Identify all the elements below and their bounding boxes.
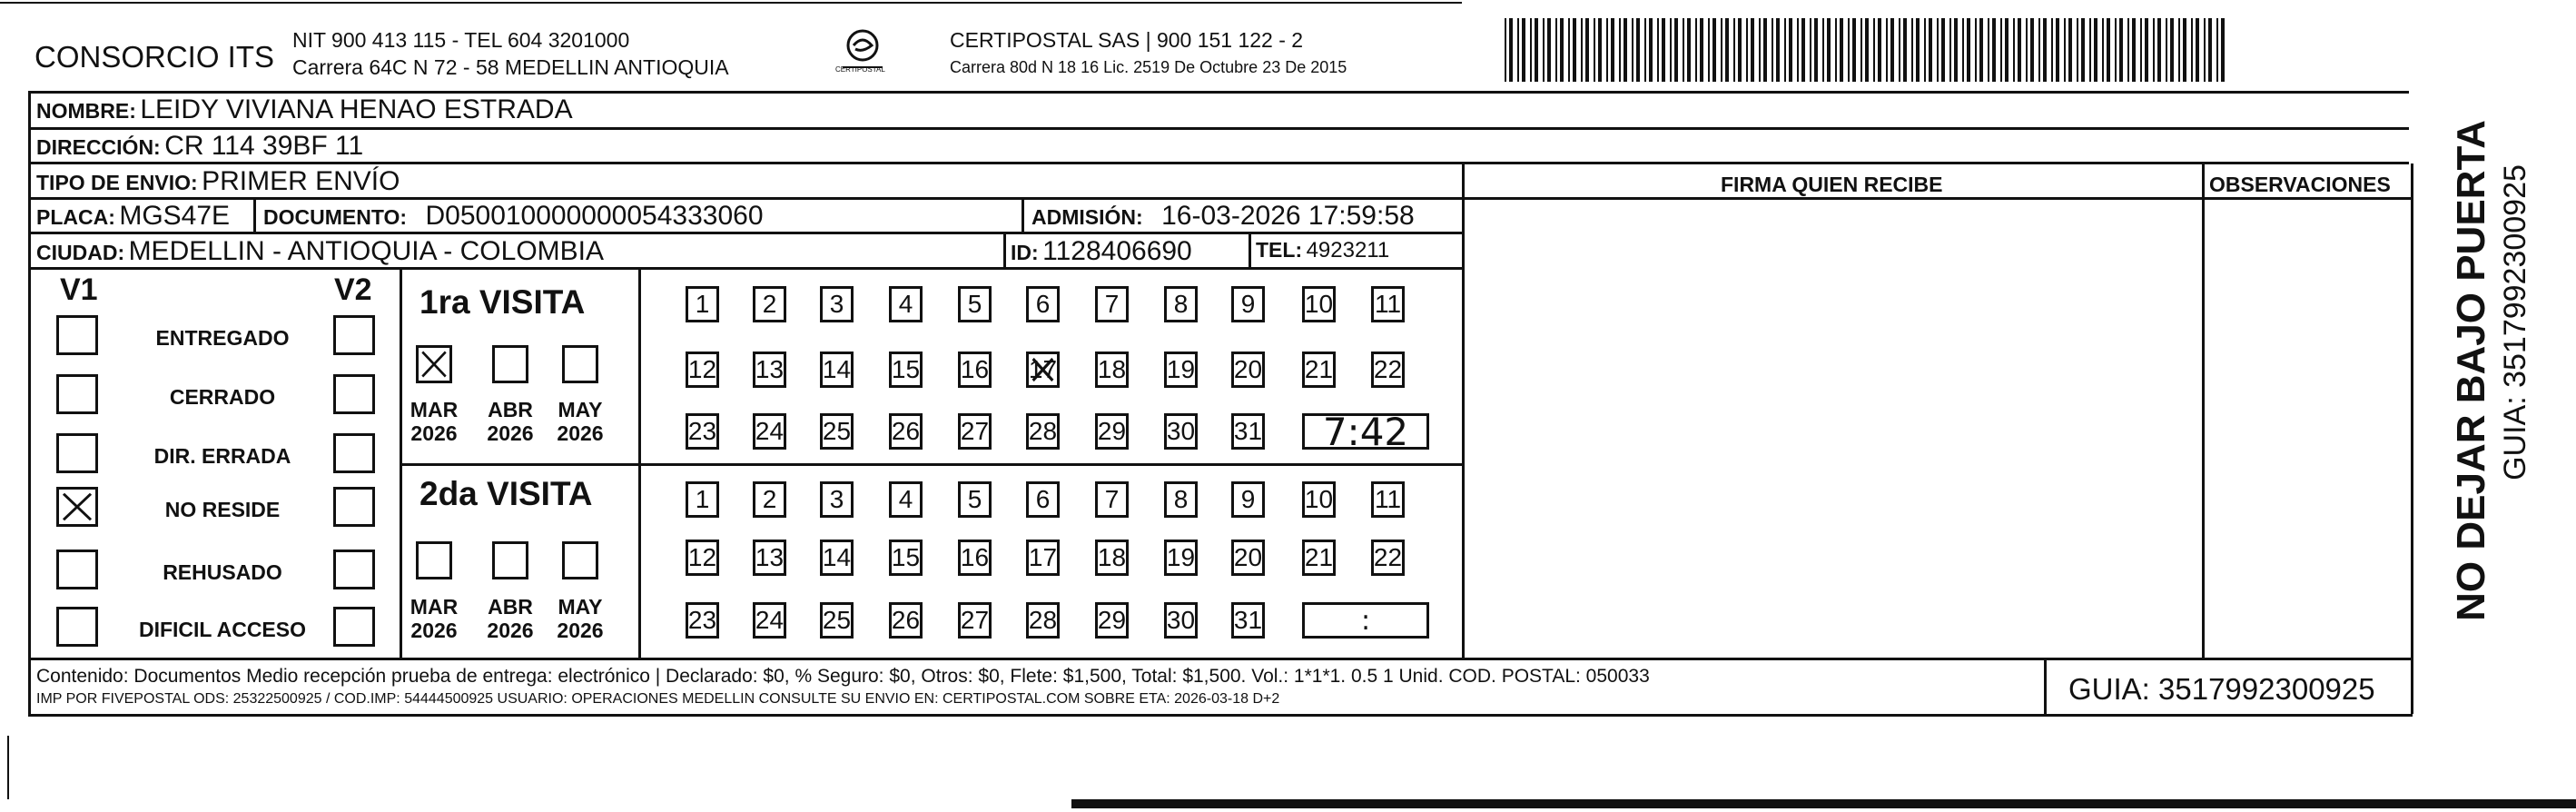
visit-2-day-27[interactable]: 27 [958, 602, 992, 639]
direccion-row [36, 133, 363, 160]
visit-1-day-16[interactable]: 16 [958, 352, 992, 388]
page-left-edge [7, 736, 9, 799]
direccion-label: DIRECCIÓN: [36, 135, 161, 159]
visit-1-day-25[interactable]: 25 [820, 413, 854, 450]
visit-2-month-label-1: MAR 2026 [410, 595, 459, 643]
company-name: CONSORCIO ITS [35, 40, 275, 74]
ciudad-label: CIUDAD: [36, 241, 125, 264]
row-line-6 [28, 658, 2413, 660]
visit-2-day-26[interactable]: 26 [889, 602, 923, 639]
visit-2-month-checkbox-3[interactable] [562, 541, 598, 579]
visit-1-day-26[interactable]: 26 [889, 413, 923, 450]
visit-1-day-1[interactable]: 1 [686, 286, 719, 322]
visit-1-day-28[interactable]: 28 [1026, 413, 1060, 450]
visit-1-day-2[interactable]: 2 [753, 286, 786, 322]
v2-checkbox-dificil-acceso[interactable] [333, 607, 375, 647]
v2-checkbox-cerrado[interactable] [333, 374, 375, 414]
visit-1-month-checkbox-2[interactable] [492, 345, 528, 383]
firma-col-left [1462, 162, 1465, 658]
visit-2-day-22[interactable]: 22 [1371, 540, 1405, 576]
visit-2-day-17[interactable]: 17 [1026, 540, 1060, 576]
v1-checkbox-dificil-acceso[interactable] [56, 607, 98, 647]
visit-1-day-20[interactable]: 20 [1231, 352, 1265, 388]
visit-1-day-6[interactable]: 6 [1026, 286, 1060, 322]
company-address: Carrera 64C N 72 - 58 MEDELLIN ANTIOQUIA [292, 55, 729, 79]
firma-header: FIRMA QUIEN RECIBE [1721, 173, 1943, 196]
visit-2-day-21[interactable]: 21 [1302, 540, 1336, 576]
status-col-right [400, 267, 402, 658]
visit-1-day-11[interactable]: 11 [1371, 286, 1405, 322]
visit-2-day-30[interactable]: 30 [1164, 602, 1198, 639]
v2-checkbox-rehusado[interactable] [333, 550, 375, 589]
tel-separator [1249, 232, 1251, 267]
visit-2-day-7[interactable]: 7 [1095, 481, 1129, 518]
status-label-cerrado: CERRADO [169, 385, 276, 409]
visit-1-day-13[interactable]: 13 [753, 352, 786, 388]
visit-2-day-23[interactable]: 23 [686, 602, 719, 639]
visit-2-day-25[interactable]: 25 [820, 602, 854, 639]
status-label-entregado: ENTREGADO [155, 326, 290, 350]
visit-2-day-29[interactable]: 29 [1095, 602, 1129, 639]
documento-row [263, 203, 764, 230]
obs-col-left [2202, 162, 2205, 658]
v1-checkbox-no-reside[interactable] [56, 487, 98, 527]
visit-divider [400, 463, 1464, 466]
visit-2-month-checkbox-1[interactable] [416, 541, 452, 579]
company-nit: NIT 900 413 115 - TEL 604 3201000 [292, 28, 630, 52]
v1-checkbox-dir-errada[interactable] [56, 433, 98, 473]
visit-2-day-19[interactable]: 19 [1164, 540, 1198, 576]
carrier-name: CERTIPOSTAL SAS | 900 151 122 - 2 [950, 28, 1304, 52]
status-label-dir-errada: DIR. ERRADA [153, 444, 291, 468]
ciudad-row [36, 238, 604, 265]
v1-header: V1 [60, 272, 98, 307]
row-line-1 [28, 127, 2409, 130]
visit-1-month-checkbox-3[interactable] [562, 345, 598, 383]
documento-value: D050010000000054333060 [425, 201, 764, 231]
visit-1-day-22[interactable]: 22 [1371, 352, 1405, 388]
visit-2-day-10[interactable]: 10 [1302, 481, 1336, 518]
admision-row [1031, 203, 1415, 230]
visit-2-day-6[interactable]: 6 [1026, 481, 1060, 518]
visit-1-day-14[interactable]: 14 [820, 352, 854, 388]
row-line-3 [28, 197, 2413, 200]
months-col-right [638, 267, 641, 658]
frame-top [28, 91, 2409, 94]
visit-1-time-box[interactable]: 7:42 [1302, 413, 1429, 450]
visit-2-title: 2da VISITA [419, 475, 593, 512]
page-bottom-edge [1071, 799, 2576, 808]
visit-1-day-3[interactable]: 3 [820, 286, 854, 322]
visit-1-day-31[interactable]: 31 [1231, 413, 1265, 450]
placa-label: PLACA: [36, 205, 115, 229]
visit-1-day-15[interactable]: 15 [889, 352, 923, 388]
visit-2-day-9[interactable]: 9 [1231, 481, 1265, 518]
visit-1-day-8[interactable]: 8 [1164, 286, 1198, 322]
visit-1-day-4[interactable]: 4 [889, 286, 923, 322]
visit-1-month-label-1: MAR 2026 [410, 398, 459, 446]
placa-row [36, 203, 230, 230]
visit-1-day-5[interactable]: 5 [958, 286, 992, 322]
visit-1-day-7[interactable]: 7 [1095, 286, 1129, 322]
barcode [1505, 18, 2227, 82]
tipo-label: TIPO DE ENVIO: [36, 171, 198, 194]
status-label-dificil-acceso: DIFICIL ACCESO [138, 618, 306, 641]
tel-row [1256, 240, 1389, 262]
nombre-row [36, 96, 573, 124]
visit-2-day-13[interactable]: 13 [753, 540, 786, 576]
carrier-address: Carrera 80d N 18 16 Lic. 2519 De Octubre 23 De 2015 [950, 58, 1347, 76]
frame-right [2411, 163, 2413, 714]
id-row [1011, 238, 1192, 265]
visit-2-day-15[interactable]: 15 [889, 540, 923, 576]
v2-checkbox-dir-errada[interactable] [333, 433, 375, 473]
status-label-no-reside: NO RESIDE [164, 498, 281, 521]
visit-1-day-30[interactable]: 30 [1164, 413, 1198, 450]
visit-2-day-14[interactable]: 14 [820, 540, 854, 576]
visit-2-month-label-2: ABR 2026 [487, 595, 534, 643]
visit-2-day-8[interactable]: 8 [1164, 481, 1198, 518]
visit-2-time-box[interactable]: : [1302, 602, 1429, 639]
visit-2-month-checkbox-2[interactable] [492, 541, 528, 579]
visit-2-day-12[interactable]: 12 [686, 540, 719, 576]
v1-checkbox-rehusado[interactable] [56, 550, 98, 589]
tel-label: TEL: [1256, 238, 1303, 262]
visit-2-day-16[interactable]: 16 [958, 540, 992, 576]
placa-separator [253, 197, 256, 232]
id-separator [1003, 232, 1006, 267]
row-line-2 [28, 162, 2409, 164]
ciudad-value: MEDELLIN - ANTIOQUIA - COLOMBIA [128, 236, 604, 266]
visit-2-day-24[interactable]: 24 [753, 602, 786, 639]
visit-1-day-12[interactable]: 12 [686, 352, 719, 388]
visit-1-day-18[interactable]: 18 [1095, 352, 1129, 388]
visit-1-month-label-3: MAY 2026 [557, 398, 604, 446]
visit-1-day-9[interactable]: 9 [1231, 286, 1265, 322]
visit-2-day-11[interactable]: 11 [1371, 481, 1405, 518]
v2-checkbox-entregado[interactable] [333, 315, 375, 355]
page-top-line [0, 2, 1462, 4]
logo-text: CERTIPOSTAL [835, 65, 885, 74]
tel-value: 4923211 [1306, 238, 1390, 262]
visit-2-day-31[interactable]: 31 [1231, 602, 1265, 639]
id-label: ID: [1011, 241, 1039, 264]
frame-bottom [28, 714, 2413, 717]
tipo-value: PRIMER ENVÍO [202, 166, 400, 196]
observaciones-header: OBSERVACIONES [2209, 173, 2391, 196]
visit-1-day-19[interactable]: 19 [1164, 352, 1198, 388]
status-label-rehusado: REHUSADO [163, 560, 282, 584]
visit-2-day-5[interactable]: 5 [958, 481, 992, 518]
visit-1-day-10[interactable]: 10 [1302, 286, 1336, 322]
guia-box-left [2044, 658, 2047, 714]
v1-checkbox-entregado[interactable] [56, 315, 98, 355]
direccion-value: CR 114 39BF 11 [164, 131, 364, 161]
visit-1-day-24[interactable]: 24 [753, 413, 786, 450]
visit-2-day-20[interactable]: 20 [1231, 540, 1265, 576]
footer-contenido: Contenido: Documentos Medio recepción prueba de entrega: electrónico | Declarado: $0, % Seguro: $0, Otros: $0, Flete: $1,500, Total: $1,500. Vol.: 1*1*1. 0.5 1 Unid. COD. POSTAL: 050033 [36, 666, 1650, 687]
row-line-5 [28, 267, 1465, 270]
v2-checkbox-no-reside[interactable] [333, 487, 375, 527]
id-value: 1128406690 [1042, 236, 1192, 266]
certipostal-logo [835, 27, 890, 77]
footer-imp: IMP POR FIVEPOSTAL ODS: 25322500925 / COD.IMP: 54444500925 USUARIO: OPERACIONES MEDELLIN CONSULTE SU ENVIO EN: CERTIPOSTAL.COM SOBRE ETA: 2026-03-18 D+2 [36, 691, 1280, 707]
visit-2-day-2[interactable]: 2 [753, 481, 786, 518]
visit-1-day-21[interactable]: 21 [1302, 352, 1336, 388]
visit-1-day-17[interactable]: 17 [1026, 352, 1060, 388]
visit-1-day-27[interactable]: 27 [958, 413, 992, 450]
documento-label: DOCUMENTO: [263, 205, 408, 229]
v2-header: V2 [334, 272, 372, 307]
visit-2-day-28[interactable]: 28 [1026, 602, 1060, 639]
frame-left [28, 91, 31, 714]
admision-value: 16-03-2026 17:59:58 [1161, 201, 1415, 231]
visit-2-day-18[interactable]: 18 [1095, 540, 1129, 576]
footer-guia: GUIA: 3517992300925 [2068, 672, 2375, 706]
side-no-dejar: NO DEJAR BAJO PUERTA [2449, 120, 2493, 621]
visit-1-month-checkbox-1[interactable] [416, 345, 452, 383]
tipo-row [36, 168, 400, 195]
visit-2-day-3[interactable]: 3 [820, 481, 854, 518]
visit-1-month-label-2: ABR 2026 [487, 398, 534, 446]
side-guia: GUIA: 3517992300925 [2498, 164, 2532, 480]
visit-1-day-29[interactable]: 29 [1095, 413, 1129, 450]
visit-1-day-23[interactable]: 23 [686, 413, 719, 450]
admision-label: ADMISIÓN: [1031, 205, 1143, 229]
visit-1-title: 1ra VISITA [419, 283, 586, 321]
nombre-value: LEIDY VIVIANA HENAO ESTRADA [140, 94, 573, 124]
visit-2-month-label-3: MAY 2026 [557, 595, 604, 643]
visit-2-day-1[interactable]: 1 [686, 481, 719, 518]
visit-2-day-4[interactable]: 4 [889, 481, 923, 518]
nombre-label: NOMBRE: [36, 99, 136, 123]
admision-separator [1022, 197, 1024, 232]
v1-checkbox-cerrado[interactable] [56, 374, 98, 414]
placa-value: MGS47E [119, 201, 231, 231]
